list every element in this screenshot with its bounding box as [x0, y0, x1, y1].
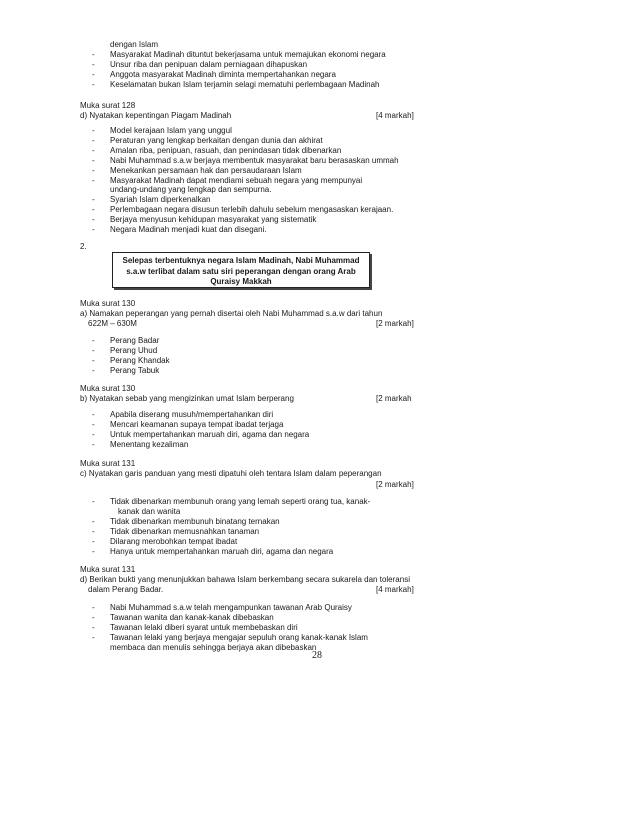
context-box-line: Quraisy Makkah: [210, 277, 272, 286]
list-item: Perang Badar: [110, 336, 160, 345]
bullet-dash: -: [92, 146, 95, 155]
bullet-dash: -: [92, 60, 95, 69]
list-item: Perlembagaan negara disusun terlebih dahulu sebelum mengasaskan kerajaan.: [110, 205, 394, 214]
page-reference: Muka surat 131: [80, 459, 136, 468]
bullet-dash: -: [92, 346, 95, 355]
marks-label: [4 markah]: [376, 585, 414, 594]
bullet-dash: -: [92, 136, 95, 145]
bullet-dash: -: [92, 420, 95, 429]
bullet-dash: -: [92, 166, 95, 175]
bullet-dash: -: [92, 547, 95, 556]
page-reference: Muka surat 128: [80, 101, 136, 110]
bullet-dash: -: [92, 195, 95, 204]
bullet-dash: -: [92, 50, 95, 59]
bullet-dash: -: [92, 336, 95, 345]
bullet-dash: -: [92, 440, 95, 449]
page-reference: Muka surat 131: [80, 565, 136, 574]
list-item: Mencari keamanan supaya tempat ibadat terjaga: [110, 420, 284, 429]
list-item: Tidak dibenarkan membunuh orang yang lemah seperti orang tua, kanak-: [110, 497, 371, 506]
list-item: Berjaya menyusun kehidupan masyarakat yang sistematik: [110, 215, 317, 224]
bullet-dash: -: [92, 80, 95, 89]
list-item: membaca dan menulis sehingga berjaya akan dibebaskan: [110, 643, 317, 652]
question-text: d) Berikan bukti yang menunjukkan bahawa Islam berkembang secara sukarela dan toleransi: [80, 575, 410, 584]
bullet-dash: -: [92, 527, 95, 536]
list-item: Menentang kezaliman: [110, 440, 189, 449]
page-reference: Muka surat 130: [80, 299, 136, 308]
list-item: kanak dan wanita: [118, 507, 181, 516]
bullet-dash: -: [92, 623, 95, 632]
marks-label: [4 markah]: [376, 111, 414, 120]
list-item: Perang Khandak: [110, 356, 170, 365]
bullet-dash: -: [92, 205, 95, 214]
list-item: Tidak dibenarkan membunuh binatang ternakan: [110, 517, 280, 526]
list-item: Hanya untuk mempertahankan maruah diri, agama dan negara: [110, 547, 334, 556]
bullet-dash: -: [92, 430, 95, 439]
list-item: Negara Madinah menjadi kuat dan disegani.: [110, 225, 267, 234]
list-item: Masyarakat Madinah dapat mendiami sebuah negara yang mempunyai: [110, 176, 363, 185]
question-text: c) Nyatakan garis panduan yang mesti dipatuhi oleh tentara Islam dalam peperangan: [80, 469, 382, 478]
context-box: [112, 252, 370, 288]
list-item: Tawanan lelaki diberi syarat untuk membebaskan diri: [110, 623, 298, 632]
list-item: Untuk mempertahankan maruah diri, agama dan negara: [110, 430, 310, 439]
bullet-dash: -: [92, 215, 95, 224]
marks-label: [2 markah]: [376, 319, 414, 328]
list-item: Tidak dibenarkan memusnahkan tanaman: [110, 527, 260, 536]
bullet-dash: -: [92, 225, 95, 234]
list-item: Amalan riba, penipuan, rasuah, dan penindasan tidak dibenarkan: [110, 146, 342, 155]
list-item: Nabi Muhammad s.a.w berjaya membentuk masyarakat baru berasaskan ummah: [110, 156, 399, 165]
list-item: Dilarang merobohkan tempat ibadat: [110, 537, 238, 546]
list-item: Tawanan lelaki yang berjaya mengajar sepuluh orang kanak-kanak Islam: [110, 633, 368, 642]
list-item: Unsur riba dan penipuan dalam perniagaan dihapuskan: [110, 60, 308, 69]
bullet-dash: -: [92, 366, 95, 375]
list-item: Nabi Muhammad s.a.w telah mengampunkan tawanan Arab Quraisy: [110, 603, 352, 612]
list-item: Tawanan wanita dan kanak-kanak dibebaskan: [110, 613, 274, 622]
question-text: 622M – 630M: [88, 319, 137, 328]
list-item: Syariah Islam diperkenalkan: [110, 195, 211, 204]
list-item: Masyarakat Madinah dituntut bekerjasama untuk memajukan ekonomi negara: [110, 50, 386, 59]
list-item: Peraturan yang lengkap berkaitan dengan dunia dan akhirat: [110, 136, 323, 145]
list-item: Apabila diserang musuh/mempertahankan diri: [110, 410, 274, 419]
list-item: Model kerajaan Islam yang unggul: [110, 126, 232, 135]
marks-label: [2 markah: [376, 394, 412, 403]
bullet-dash: -: [92, 410, 95, 419]
list-item: undang-undang yang lengkap dan sempurna.: [110, 185, 272, 194]
bullet-dash: -: [92, 537, 95, 546]
list-item: Menekankan persamaan hak dan persaudaraan Islam: [110, 166, 302, 175]
list-item: Anggota masyarakat Madinah diminta mempertahankan negara: [110, 70, 336, 79]
question-text: dalam Perang Badar.: [88, 585, 164, 594]
bullet-dash: -: [92, 70, 95, 79]
bullet-dash: -: [92, 156, 95, 165]
context-box-line: s.a.w terlibat dalam satu siri peperangan dengan orang Arab: [126, 266, 356, 276]
question-text: d) Nyatakan kepentingan Piagam Madinah: [80, 111, 232, 120]
bullet-dash: -: [92, 176, 95, 185]
list-item: Keselamatan bukan Islam terjamin selagi mematuhi perlembagaan Madinah: [110, 80, 380, 89]
question-text: a) Namakan peperangan yang pernah disertai oleh Nabi Muhammad s.a.w dari tahun: [80, 309, 383, 318]
page-number: 28: [312, 650, 322, 661]
question-text: b) Nyatakan sebab yang mengizinkan umat Islam berperang: [80, 394, 294, 403]
bullet-dash: -: [92, 613, 95, 622]
list-item: Perang Uhud: [110, 346, 158, 355]
list-item: Perang Tabuk: [110, 366, 160, 375]
page-reference: Muka surat 130: [80, 384, 136, 393]
bullet-dash: -: [92, 517, 95, 526]
question-number: 2.: [80, 242, 87, 251]
bullet-dash: -: [92, 126, 95, 135]
context-box-line: Selepas terbentuknya negara Islam Madinah, Nabi Muhammad: [122, 256, 360, 265]
bullet-dash: -: [92, 497, 95, 506]
list-item: dengan Islam: [110, 40, 159, 49]
marks-label: [2 markah]: [376, 480, 414, 489]
bullet-dash: -: [92, 633, 95, 642]
bullet-dash: -: [92, 356, 95, 365]
bullet-dash: -: [92, 603, 95, 612]
